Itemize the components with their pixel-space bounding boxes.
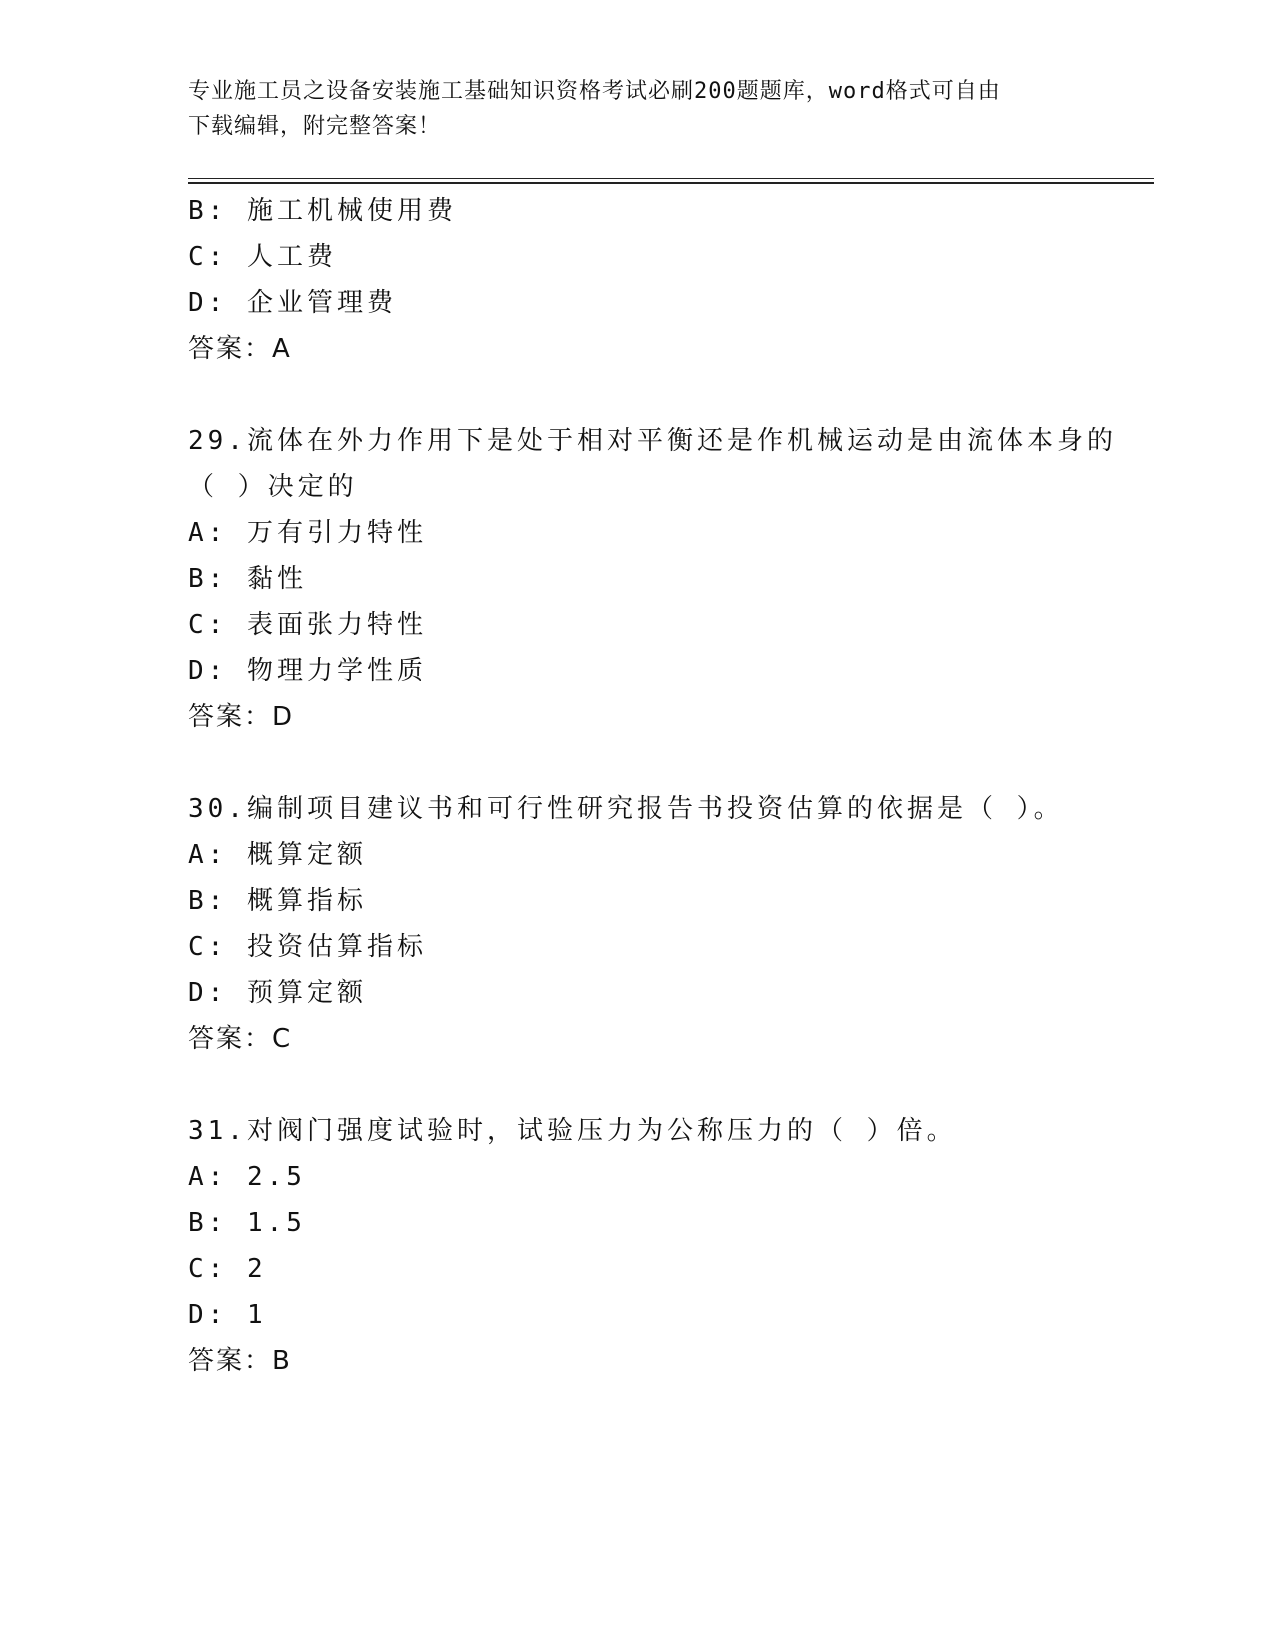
option-d: D: 物理力学性质 [188, 656, 427, 686]
option-c: C: 人工费 [188, 242, 337, 272]
question-30 [188, 786, 1154, 1062]
question-stem-line-1: 29.流体在外力作用下是处于相对平衡还是作机械运动是由流体本身的 [188, 426, 1117, 456]
option-d: D: 企业管理费 [188, 288, 397, 318]
answer-label: 答案：D [188, 702, 295, 732]
spacer [188, 1062, 1154, 1108]
header-divider-thin [188, 178, 1154, 179]
question-stem-line-1: 31.对阀门强度试验时，试验压力为公称压力的（ ）倍。 [188, 1116, 957, 1146]
question-28-continued [188, 188, 1154, 372]
option-a: A: 2.5 [188, 1162, 306, 1192]
option-c: C: 表面张力特性 [188, 610, 427, 640]
question-29 [188, 418, 1154, 740]
question-stem-line-2: （ ）决定的 [188, 472, 358, 502]
question-stem-line-1: 30.编制项目建议书和可行性研究报告书投资估算的依据是（ ）。 [188, 794, 1064, 824]
option-d: D: 1 [188, 1300, 267, 1330]
option-b: B: 施工机械使用费 [188, 196, 457, 226]
option-c: C: 2 [188, 1254, 267, 1284]
header-title-line-1: 专业施工员之设备安装施工基础知识资格考试必刷200题题库，word格式可自由 [188, 79, 1001, 104]
option-b: B: 黏性 [188, 564, 307, 594]
question-list [188, 188, 1154, 1384]
answer-label: 答案：C [188, 1024, 293, 1054]
header-divider-thick [188, 182, 1154, 184]
option-b: B: 1.5 [188, 1208, 306, 1238]
option-d: D: 预算定额 [188, 978, 367, 1008]
option-a: A: 概算定额 [188, 840, 367, 870]
option-b: B: 概算指标 [188, 886, 367, 916]
spacer [188, 740, 1154, 786]
document-header [188, 74, 1088, 144]
header-title-line-2: 下载编辑，附完整答案！ [188, 114, 442, 139]
answer-label: 答案：B [188, 1346, 292, 1376]
spacer [188, 372, 1154, 418]
option-c: C: 投资估算指标 [188, 932, 427, 962]
answer-label: 答案：A [188, 334, 292, 364]
question-31 [188, 1108, 1154, 1384]
option-a: A: 万有引力特性 [188, 518, 427, 548]
